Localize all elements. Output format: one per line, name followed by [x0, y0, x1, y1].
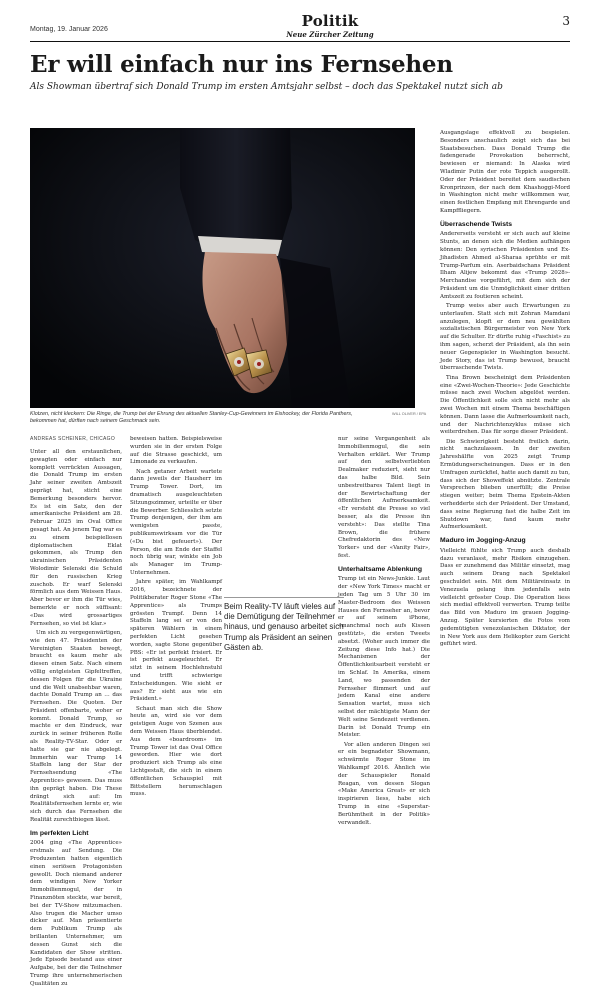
- issue-date: Montag, 19. Januar 2026: [30, 26, 108, 33]
- paragraph: Nach getaner Arbeit wartete dann jeweils der Hausherr im Trump Tower. Dort, im dramatisch ausgeleuchteten Sitzungszimmer, urteilte er über die Bewerber. Schliesslich setzte Trump denjenigen, der ihm am wenigsten passte, publikumswirksam vor die Tür («Du bist gefeuert»). Der Person, die am Ende der Staffel noch übrig war, winkte ein Job als Manager im Trump-Unternehmen.: [130, 468, 222, 577]
- subheading: Überraschende Twists: [440, 220, 513, 228]
- subheading: Unterhaltsame Ablenkung: [338, 565, 422, 573]
- paragraph: Tina Brown bescheinigt dem Präsidenten eine «Zwei-Wochen-Theorie»: Jede Geschichte müsse nach zwei Wochen abgelöst werden. Die Öffentlichkeit solle sich nicht mehr als zwei Wochen mit einem Thema beschäftigen können. Dann lasse die Aufmerksamkeit nach, und der Nachrichtenzyklus müsse sich weiterdrehen. Das für sorge dieser Präsident.: [440, 374, 570, 436]
- paragraph: Schaut man sich die Show heute an, wird sie vor dem geistigen Auge von Szenen aus dem Weissen Haus überblendet. Aus dem «boardroom» im Trump Tower ist das Oval Office geworden. Hier wie dort produziert sich Trump als eine Lichtgestalt, die sich in einem öffentlichen Schauspiel mit Bittstellern herumschlagen muss.: [130, 705, 222, 798]
- article-byline: ANDREAS SCHEINER, CHICAGO: [30, 436, 116, 442]
- article-standfirst: Als Showman übertraf sich Donald Trump im ersten Amtsjahr selbst – doch das Spektakel nutzt sich ab: [30, 82, 503, 92]
- article-column-3: [338, 436, 430, 829]
- paragraph: nur seine Vergangenheit als Immobilienmogul, die sein Verhalten erklärt. Wer Trump auf den selbstverliebten Dealmaker reduziert, sieht nur das halbe Bild. Sein unbestreitbares Talent liegt in der Bewirtschaftung der öffentlichen Aufmerksamkeit. «Er versteht die Presse so viel besser, als die Presse ihn versteht»: Das stellte Tina Brown, die frühere Chefredaktorin des «New Yorker» und der «Vanity Fair», fest.: [338, 436, 430, 559]
- paragraph: Jahre später, im Wahlkampf 2016, bezeichnete der Politikberater Roger Stone «The Apprentice» als Trumps grössten Trumpf. Denn 14 Staffeln lang sei er von den späteren Wählern in einem perfekten Licht gesehen worden, sagte Stone gegenüber PBS: «Er ist perfekt frisiert. Er ist perfekt ausgeleuchtet. Er sitzt in seinem Hochlehnstuhl und trifft schwierige Entscheidungen. Wie sieht er aus? Er sieht aus wie ein Präsident.»: [130, 579, 222, 703]
- page-number: 3: [562, 14, 570, 28]
- pull-quote: Beim Reality-TV läuft vieles auf die Demütigung der Teilnehmer hinaus, und genauso arbeitet sich Trump als Präsident an seinen Gästen ab.: [224, 597, 344, 653]
- article-column-1: [30, 436, 122, 990]
- paragraph: Vielleicht fühlte sich Trump auch deshalb dazu veranlasst, mehr Risiken einzugehen. Dass er zunehmend das Militär einsetzt, mag auch seinem Drang nach Spektakel geschuldet sein. Mit dem Militäreinsatz in Venezuela gelang ihm jedenfalls sein vielleicht grösster Coup. Die Operation liess sich medial effektvoll verwerten. Trump teilte das Bild von Maduro im grauen Jogging-Anzug. Später kursierten die Fotos vom gedemütigten venezolanischen Diktator, der in New York aus dem Helikopter zum Gericht geführt wird.: [440, 547, 570, 648]
- photo-hand-with-rings-image: [30, 128, 415, 408]
- article-photo: [30, 128, 415, 408]
- subheading: Im perfekten Licht: [30, 829, 89, 837]
- paragraph: Andererseits versteht er sich auch auf kleine Stunts, an denen sich die Medien aufhängen können: Den syrischen Präsidenten und Ex-Jihadisten Ahmed al-Sharaa sprühte er mit Trump-Parfum ein. Aserbaidschans Präsident Ilham Alijew bekommt das «Trump 2028»-Merchandise vorgeführt, mit dem sich der Präsident um die Unmöglichkeit einer dritten Amtszeit zu foutieren scheint.: [440, 231, 570, 300]
- paragraph: Trump ist ein News-Junkie. Laut der «New York Times» macht er jeden Tag um 5 Uhr 30 im Master-Bedroom des Weissen Hauses den Fernseher an, bevor er auf seinem iPhone, «manchmal noch aufs Kissen gestützt», die ersten Tweets absetzt. (Woher auch immer die Zeitung diese Info hat.) Die Mechanismen der Öffentlichkeitsarbeit versteht er im Schlaf. In Amerika, einem Land, wo passenden der Fernseher flimmert und auf jedem Kanal eine andere Sensation wartet, muss sich selbst der mächtigste Mann der Welt seine Sendezeit verdienen. Darin ist Donald Trump ein Meister.: [338, 576, 430, 739]
- paragraph: Vor allen anderen Dingen sei er ein begnadeter Showmann, schwärmte Roger Stone im Wahlkampf 2016. Ähnlich wie der Schauspieler Ronald Reagan, von dessen Slogan «Make America Great» er sich inspirieren liess, habe sich Trump in eine «Superstar-Berühmtheit in der Politik» verwandelt.: [338, 741, 430, 826]
- paragraph: beweisen hatten. Beispielsweise wurden sie in der ersten Folge auf die Strasse geschickt, um Limonade zu verkaufen.: [130, 436, 222, 466]
- subheading: Maduro im Jogging-Anzug: [440, 537, 526, 545]
- paragraph: Trump weiss aber auch Erwartungen zu unterlaufen. Statt sich mit Zohran Mamdani anzulegen, klopft er dem neu gewählten sozialistischen Bürgermeister von New York auf die Schulter. Er dürfte ruhig «Faschist» zu ihm sagen, scherzt der Präsident, als ihn sein neuer Gegenspieler in Washington besucht. Jede Story, das ist Trump bewusst, braucht überraschende Twists.: [440, 303, 570, 372]
- article-column-2: [130, 436, 222, 801]
- paragraph: Um sich zu vergegenwärtigen, wie den 47. Präsidenten der Vereinigten Staaten bewegt, braucht es kaum mehr als diesen einen Satz. Nach einem völlig entgleisten Gipfeltreffen, dessen Folgen für die Ukraine und die Welt unabsehbar waren, dachte Donald Trump an … das Fernsehen. Die Quoten. Der Präsident offenbarte, woher er kommt. Donald Trump, so machte er den Eindruck, war zurück in seiner früheren Rolle als Reality-TV-Star. Oder er hatte sie gar nie abgelegt. Immerhin war Trump 14 Staffeln lang der Star der Fernsehsendung «The Apprentice» gewesen. Das muss ihn geprägt haben. Die These drängt sich auf: Im Realitätsfernsehen lernte er, wie sich durch das Fernsehen die Realität zurechtbiegen lässt.: [30, 629, 122, 824]
- paragraph: 2004 ging «The Apprentice» erstmals auf Sendung. Die Produzenten hatten eigentlich einen seriösen Protagonisten gewollt. Doch niemand anderer dem windigen New Yorker Immobilienmogul, der in Finanznöten steckte, war bereit, bei der TV-Show mitzumachen. Also trugen die Macher umso dicker auf. Man präsentierte dem Publikum Trump als brillanten Unternehmer, um dessen Gunst sich die Kandidaten der Show stritten. Jede Episode bestand aus einer Aufgabe, bei der die Teilnehmer Trump ihre unternehmerischen Qualitäten zu: [30, 840, 122, 987]
- masthead: [30, 12, 570, 42]
- article-headline: Er will einfach nur ins Fernsehen: [30, 51, 453, 78]
- photo-caption: Klotzen, nicht kleckern: Die Ringe, die Trump bei der Ehrung des aktuellen Stanley-Cup-Gewinners im Eishockey, der Florida Panthers, bekommen hat, dürften nach seinem Geschmack sein.: [30, 411, 353, 425]
- paragraph: Unter all den erstaunlichen, gewagten oder einfach nur komplett verrückten Aussagen, die Donald Trump im ersten Jahr seiner zweiten Amtszeit geprägt hat, sticht eine Bemerkung besonders hervor. Es ist ein Satz, den der amerikanische Präsident am 28. Februar 2025 im Oval Office gesagt hat. An jenem Tag war es zu einem beispiellosen diplomatischen Eklat gekommen, als Trump den ukrainischen Präsidenten Wolodimir Selenski die Schuld für den russischen Krieg zuschob. Er warf Selenski förmlich aus dem Weissen Haus. Aber bevor er ihm die Tür wies, bemerkte er noch süffisant: «Das wird grossartiges Fernsehen, so viel ist klar.»: [30, 449, 122, 627]
- paragraph: Die Schwierigkeit besteht freilich darin, nicht nachzulassen. In der zweiten Jahreshälfte von 2025 zeigt Trump Ermüdungserscheinungen. Dass er in den Umfragen zurückfiel, hatte auch damit zu tun, dass sich der Showeffekt abnützte. Zentrale Versprechen blieben unerfüllt; die Preise stiegen weiter; beim Thema Epstein-Akten verhedderte sich der Präsident. Der Umstand, dass seine Regierung fast die halbe Zeit im Shutdown war, fand kaum mehr Aufmerksamkeit.: [440, 438, 570, 531]
- newspaper-name: Neue Zürcher Zeitung: [286, 30, 374, 39]
- paragraph: Ausgangslage effektvoll zu bespielen. Besonders anschaulich zeigt sich das bei Staatsbesuchen. Dass Donald Trump die fadengerade Provokation beherrscht, bewiesen er niemand: In Alaska wird Wladimir Putin der rote Teppich ausgerollt. Oder der Präsident bereitet dem saudischen Kronprinzen, der nach dem Khashoggi-Mord in Washington nicht mehr willkommen war, einen festlichen Empfang mit Ehrengarde und Kampffliegern.: [440, 130, 570, 214]
- photo-credit: WILL OLIVER / EPA: [392, 412, 427, 416]
- section-title: Politik: [301, 12, 359, 30]
- article-column-4: [440, 130, 570, 651]
